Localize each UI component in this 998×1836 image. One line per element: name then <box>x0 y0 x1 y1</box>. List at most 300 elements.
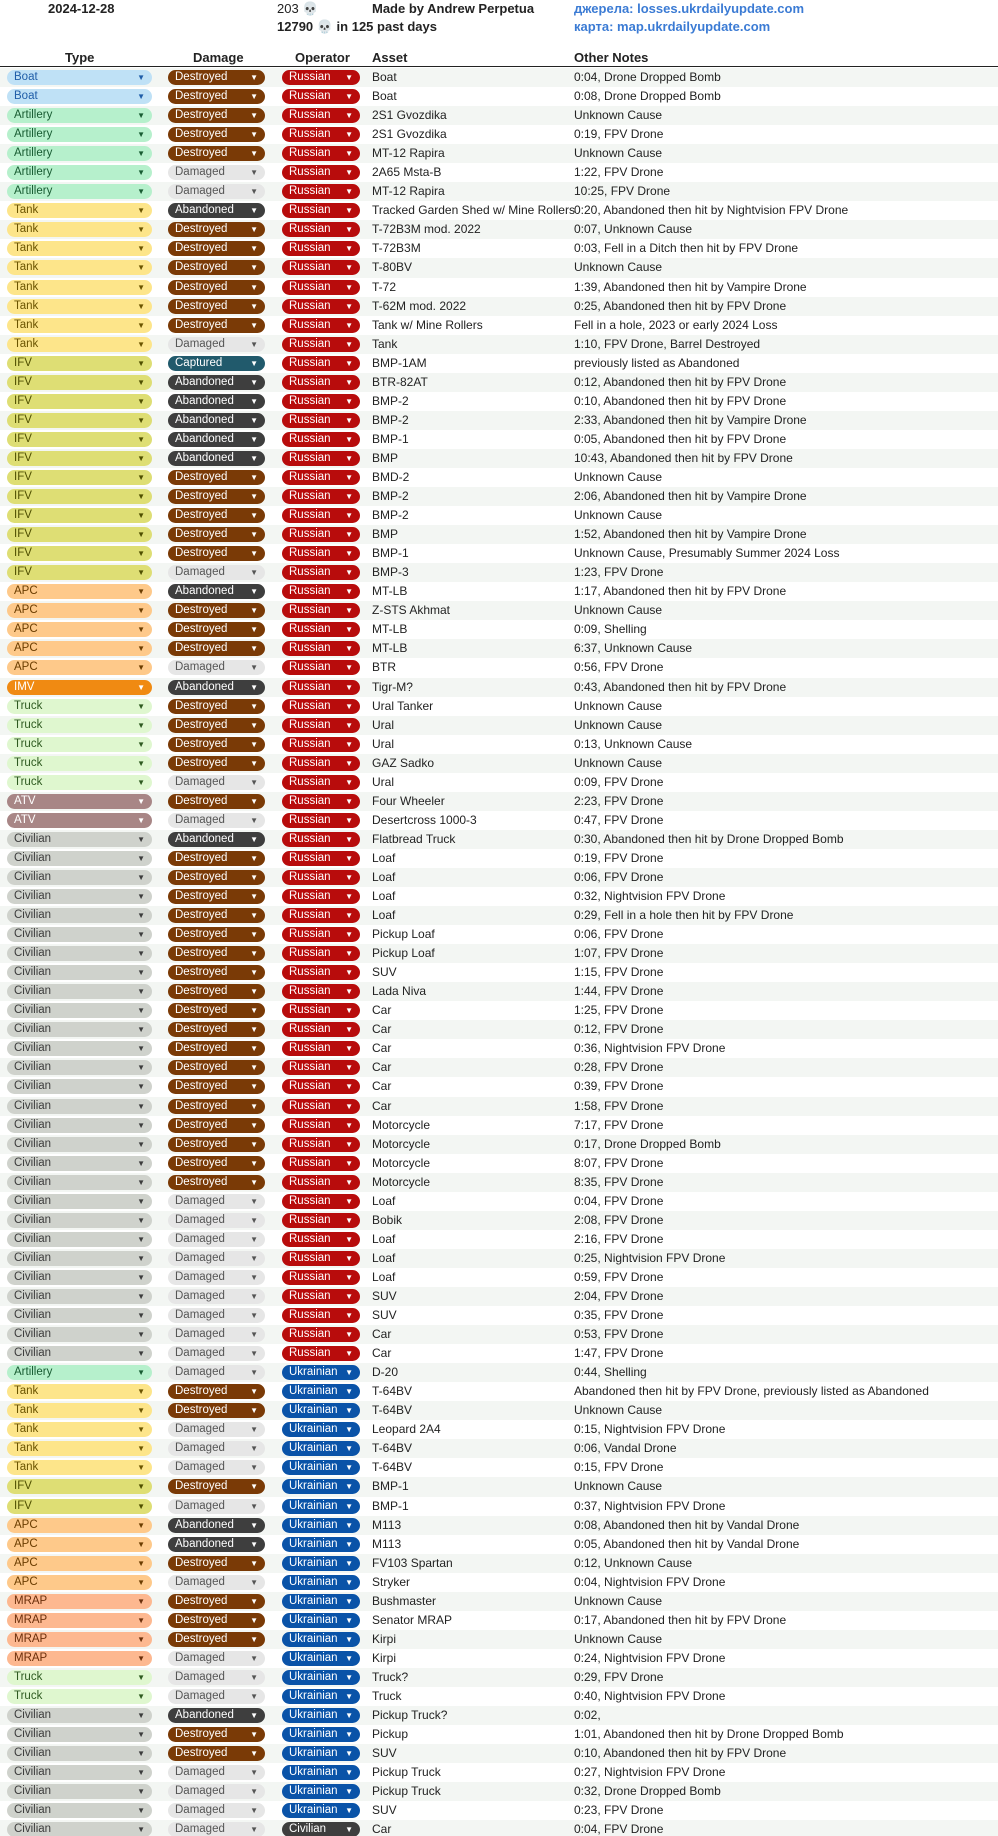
damage-dropdown[interactable] <box>168 1499 265 1514</box>
type-dropdown[interactable] <box>7 756 152 771</box>
type-dropdown-value: Civilian <box>14 1023 52 1036</box>
damage-dropdown-value: Captured <box>175 356 223 369</box>
operator-dropdown[interactable] <box>282 337 360 352</box>
type-dropdown[interactable] <box>7 470 152 485</box>
damage-dropdown[interactable] <box>168 1403 265 1418</box>
operator-dropdown[interactable] <box>282 413 360 428</box>
type-dropdown[interactable] <box>7 1746 152 1761</box>
damage-dropdown[interactable] <box>168 660 265 675</box>
damage-dropdown[interactable] <box>168 1346 265 1361</box>
operator-dropdown[interactable] <box>282 1384 360 1399</box>
type-dropdown[interactable] <box>7 1689 152 1704</box>
type-dropdown[interactable] <box>7 1479 152 1494</box>
type-dropdown[interactable] <box>7 222 152 237</box>
type-dropdown[interactable] <box>7 927 152 942</box>
operator-dropdown[interactable] <box>282 908 360 923</box>
type-dropdown[interactable] <box>7 984 152 999</box>
type-dropdown[interactable] <box>7 775 152 790</box>
damage-dropdown[interactable] <box>168 1270 265 1285</box>
operator-dropdown[interactable] <box>282 527 360 542</box>
operator-dropdown[interactable] <box>282 203 360 218</box>
operator-dropdown[interactable] <box>282 851 360 866</box>
type-dropdown[interactable] <box>7 1003 152 1018</box>
damage-dropdown[interactable] <box>168 356 265 371</box>
operator-dropdown[interactable] <box>282 1175 360 1190</box>
operator-dropdown[interactable] <box>282 832 360 847</box>
type-dropdown[interactable] <box>7 451 152 466</box>
operator-dropdown[interactable] <box>282 146 360 161</box>
operator-dropdown[interactable] <box>282 1003 360 1018</box>
type-dropdown[interactable] <box>7 1803 152 1818</box>
damage-dropdown[interactable] <box>168 318 265 333</box>
operator-dropdown[interactable] <box>282 1689 360 1704</box>
type-dropdown[interactable] <box>7 1041 152 1056</box>
damage-dropdown[interactable] <box>168 889 265 904</box>
operator-dropdown[interactable] <box>282 1403 360 1418</box>
damage-dropdown[interactable] <box>168 1784 265 1799</box>
chevron-down-icon: ▼ <box>137 73 145 82</box>
sources-link[interactable]: джерела: losses.ukrdailyupdate.com <box>574 1 805 16</box>
type-dropdown[interactable] <box>7 1251 152 1266</box>
damage-dropdown[interactable] <box>168 584 265 599</box>
table-row <box>0 773 998 792</box>
map-link[interactable]: карта: map.ukrdailyupdate.com <box>574 19 771 34</box>
type-dropdown[interactable] <box>7 851 152 866</box>
damage-dropdown[interactable] <box>168 146 265 161</box>
damage-dropdown[interactable] <box>168 1289 265 1304</box>
damage-dropdown[interactable] <box>168 737 265 752</box>
type-dropdown[interactable] <box>7 584 152 599</box>
damage-dropdown[interactable] <box>168 965 265 980</box>
type-dropdown[interactable] <box>7 832 152 847</box>
damage-dropdown[interactable] <box>168 1156 265 1171</box>
damage-dropdown[interactable] <box>168 1060 265 1075</box>
operator-dropdown[interactable] <box>282 1346 360 1361</box>
damage-dropdown[interactable] <box>168 394 265 409</box>
type-dropdown[interactable] <box>7 241 152 256</box>
operator-dropdown[interactable] <box>282 1479 360 1494</box>
damage-dropdown[interactable] <box>168 470 265 485</box>
type-dropdown[interactable] <box>7 1765 152 1780</box>
damage-dropdown[interactable] <box>168 622 265 637</box>
damage-dropdown[interactable] <box>168 984 265 999</box>
asset-name: Kirpi <box>372 1631 397 1646</box>
type-dropdown[interactable] <box>7 394 152 409</box>
damage-dropdown[interactable] <box>168 1518 265 1533</box>
operator-dropdown[interactable] <box>282 89 360 104</box>
type-dropdown[interactable] <box>7 660 152 675</box>
type-dropdown[interactable] <box>7 127 152 142</box>
type-dropdown[interactable] <box>7 1537 152 1552</box>
type-dropdown[interactable] <box>7 1156 152 1171</box>
operator-dropdown[interactable] <box>282 1137 360 1152</box>
damage-dropdown[interactable] <box>168 832 265 847</box>
operator-dropdown[interactable] <box>282 1613 360 1628</box>
operator-dropdown[interactable] <box>282 641 360 656</box>
type-dropdown[interactable] <box>7 413 152 428</box>
type-dropdown[interactable] <box>7 1784 152 1799</box>
type-dropdown[interactable] <box>7 794 152 809</box>
operator-dropdown[interactable] <box>282 1251 360 1266</box>
damage-dropdown[interactable] <box>168 1556 265 1571</box>
damage-dropdown[interactable] <box>168 1327 265 1342</box>
type-dropdown[interactable] <box>7 718 152 733</box>
type-dropdown[interactable] <box>7 1613 152 1628</box>
damage-dropdown[interactable] <box>168 1003 265 1018</box>
operator-dropdown[interactable] <box>282 1537 360 1552</box>
damage-dropdown[interactable] <box>168 641 265 656</box>
type-dropdown[interactable] <box>7 1651 152 1666</box>
type-dropdown[interactable] <box>7 299 152 314</box>
operator-dropdown[interactable] <box>282 565 360 580</box>
operator-dropdown[interactable] <box>282 1327 360 1342</box>
operator-dropdown[interactable] <box>282 70 360 85</box>
type-dropdown[interactable] <box>7 1270 152 1285</box>
type-dropdown[interactable] <box>7 1022 152 1037</box>
operator-dropdown[interactable] <box>282 1270 360 1285</box>
type-dropdown[interactable] <box>7 318 152 333</box>
operator-dropdown[interactable] <box>282 184 360 199</box>
damage-dropdown[interactable] <box>168 1727 265 1742</box>
damage-dropdown[interactable] <box>168 851 265 866</box>
type-dropdown[interactable] <box>7 432 152 447</box>
damage-dropdown[interactable] <box>168 775 265 790</box>
type-dropdown-value: Civilian <box>14 1328 52 1341</box>
damage-dropdown[interactable] <box>168 1765 265 1780</box>
type-dropdown[interactable] <box>7 1308 152 1323</box>
damage-dropdown[interactable] <box>168 1365 265 1380</box>
operator-dropdown[interactable] <box>282 1156 360 1171</box>
type-dropdown[interactable] <box>7 1518 152 1533</box>
type-dropdown[interactable] <box>7 260 152 275</box>
type-dropdown[interactable] <box>7 1594 152 1609</box>
damage-dropdown[interactable] <box>168 813 265 828</box>
type-dropdown[interactable] <box>7 1118 152 1133</box>
damage-dropdown[interactable] <box>168 794 265 809</box>
type-dropdown[interactable] <box>7 356 152 371</box>
operator-dropdown[interactable] <box>282 718 360 733</box>
type-dropdown[interactable] <box>7 508 152 523</box>
type-dropdown[interactable] <box>7 737 152 752</box>
damage-dropdown[interactable] <box>168 1594 265 1609</box>
operator-dropdown[interactable] <box>282 127 360 142</box>
damage-dropdown[interactable] <box>168 927 265 942</box>
type-dropdown[interactable] <box>7 565 152 580</box>
damage-dropdown[interactable] <box>168 108 265 123</box>
operator-dropdown[interactable] <box>282 1460 360 1475</box>
damage-dropdown[interactable] <box>168 756 265 771</box>
type-dropdown[interactable] <box>7 1441 152 1456</box>
operator-dropdown[interactable] <box>282 927 360 942</box>
damage-dropdown[interactable] <box>168 1118 265 1133</box>
operator-dropdown[interactable] <box>282 680 360 695</box>
damage-dropdown[interactable] <box>168 718 265 733</box>
operator-dropdown[interactable] <box>282 165 360 180</box>
operator-dropdown[interactable] <box>282 1803 360 1818</box>
damage-dropdown[interactable] <box>168 451 265 466</box>
operator-dropdown[interactable] <box>282 546 360 561</box>
type-dropdown[interactable] <box>7 1346 152 1361</box>
operator-dropdown[interactable] <box>282 451 360 466</box>
type-dropdown[interactable] <box>7 1422 152 1437</box>
damage-dropdown[interactable] <box>168 127 265 142</box>
damage-dropdown[interactable] <box>168 508 265 523</box>
damage-dropdown[interactable] <box>168 1689 265 1704</box>
damage-dropdown[interactable] <box>168 1137 265 1152</box>
chevron-down-icon: ▼ <box>137 244 145 254</box>
operator-dropdown[interactable] <box>282 1727 360 1742</box>
operator-dropdown[interactable] <box>282 965 360 980</box>
type-dropdown[interactable] <box>7 108 152 123</box>
type-dropdown[interactable] <box>7 1632 152 1647</box>
damage-dropdown[interactable] <box>168 299 265 314</box>
operator-dropdown[interactable] <box>282 1060 360 1075</box>
operator-dropdown-value: Ukrainian <box>289 1709 338 1722</box>
damage-dropdown[interactable] <box>168 241 265 256</box>
operator-dropdown[interactable] <box>282 870 360 885</box>
operator-dropdown[interactable] <box>282 318 360 333</box>
damage-dropdown[interactable] <box>168 184 265 199</box>
type-dropdown-value: MRAP <box>14 1613 48 1626</box>
type-dropdown[interactable] <box>7 1708 152 1723</box>
operator-dropdown[interactable] <box>282 1099 360 1114</box>
operator-dropdown[interactable] <box>282 984 360 999</box>
type-dropdown[interactable] <box>7 603 152 618</box>
damage-dropdown[interactable] <box>168 432 265 447</box>
operator-dropdown[interactable] <box>282 222 360 237</box>
damage-dropdown[interactable] <box>168 1175 265 1190</box>
damage-dropdown[interactable] <box>168 946 265 961</box>
operator-dropdown[interactable] <box>282 299 360 314</box>
damage-dropdown[interactable] <box>168 1194 265 1209</box>
operator-dropdown[interactable] <box>282 1746 360 1761</box>
operator-dropdown[interactable] <box>282 1213 360 1228</box>
type-dropdown[interactable] <box>7 813 152 828</box>
operator-dropdown[interactable] <box>282 489 360 504</box>
type-dropdown[interactable] <box>7 1384 152 1399</box>
operator-dropdown[interactable] <box>282 775 360 790</box>
damage-dropdown[interactable] <box>168 699 265 714</box>
damage-dropdown[interactable] <box>168 1632 265 1647</box>
damage-dropdown[interactable] <box>168 1613 265 1628</box>
damage-dropdown[interactable] <box>168 1479 265 1494</box>
damage-dropdown-value: Destroyed <box>175 623 228 636</box>
chevron-down-icon: ▼ <box>137 587 145 597</box>
damage-dropdown[interactable] <box>168 337 265 352</box>
operator-dropdown[interactable] <box>282 108 360 123</box>
operator-dropdown[interactable] <box>282 1194 360 1209</box>
operator-dropdown[interactable] <box>282 1079 360 1094</box>
type-dropdown[interactable] <box>7 1194 152 1209</box>
type-dropdown[interactable] <box>7 946 152 961</box>
damage-dropdown[interactable] <box>168 1460 265 1475</box>
type-dropdown[interactable] <box>7 1403 152 1418</box>
operator-dropdown[interactable] <box>282 813 360 828</box>
type-dropdown[interactable] <box>7 375 152 390</box>
type-dropdown[interactable] <box>7 70 152 85</box>
damage-dropdown[interactable] <box>168 680 265 695</box>
operator-dropdown[interactable] <box>282 1670 360 1685</box>
damage-dropdown[interactable] <box>168 1251 265 1266</box>
type-dropdown[interactable] <box>7 1099 152 1114</box>
damage-dropdown[interactable] <box>168 1537 265 1552</box>
operator-dropdown-value: Russian <box>289 490 331 503</box>
type-dropdown-value: Tank <box>14 223 39 236</box>
type-dropdown[interactable] <box>7 1727 152 1742</box>
operator-dropdown[interactable] <box>282 1632 360 1647</box>
operator-dropdown[interactable] <box>282 1708 360 1723</box>
operator-dropdown-value: Russian <box>289 71 331 83</box>
operator-dropdown[interactable] <box>282 1499 360 1514</box>
type-dropdown[interactable] <box>7 1175 152 1190</box>
operator-dropdown[interactable] <box>282 1594 360 1609</box>
type-dropdown[interactable] <box>7 165 152 180</box>
operator-dropdown[interactable] <box>282 1518 360 1533</box>
type-dropdown[interactable] <box>7 184 152 199</box>
damage-dropdown[interactable] <box>168 565 265 580</box>
type-dropdown[interactable] <box>7 870 152 885</box>
damage-dropdown[interactable] <box>168 280 265 295</box>
damage-dropdown[interactable] <box>168 1803 265 1818</box>
operator-dropdown[interactable] <box>282 280 360 295</box>
operator-dropdown[interactable] <box>282 1308 360 1323</box>
operator-dropdown[interactable] <box>282 660 360 675</box>
type-dropdown[interactable] <box>7 699 152 714</box>
type-dropdown[interactable] <box>7 680 152 695</box>
damage-dropdown[interactable] <box>168 413 265 428</box>
operator-dropdown[interactable] <box>282 1441 360 1456</box>
operator-dropdown[interactable] <box>282 356 360 371</box>
type-dropdown[interactable] <box>7 1079 152 1094</box>
damage-dropdown[interactable] <box>168 1308 265 1323</box>
damage-dropdown[interactable] <box>168 1422 265 1437</box>
type-dropdown[interactable] <box>7 641 152 656</box>
operator-dropdown[interactable] <box>282 375 360 390</box>
operator-dropdown[interactable] <box>282 432 360 447</box>
type-dropdown[interactable] <box>7 1060 152 1075</box>
operator-dropdown[interactable] <box>282 699 360 714</box>
operator-dropdown[interactable] <box>282 1765 360 1780</box>
operator-dropdown[interactable] <box>282 1422 360 1437</box>
operator-dropdown[interactable] <box>282 737 360 752</box>
operator-dropdown[interactable] <box>282 260 360 275</box>
operator-dropdown[interactable] <box>282 1556 360 1571</box>
damage-dropdown[interactable] <box>168 603 265 618</box>
damage-dropdown[interactable] <box>168 260 265 275</box>
type-dropdown[interactable] <box>7 889 152 904</box>
damage-dropdown[interactable] <box>168 870 265 885</box>
type-dropdown[interactable] <box>7 280 152 295</box>
type-dropdown[interactable] <box>7 622 152 637</box>
damage-dropdown[interactable] <box>168 908 265 923</box>
operator-dropdown[interactable] <box>282 622 360 637</box>
operator-dropdown[interactable] <box>282 508 360 523</box>
damage-dropdown[interactable] <box>168 165 265 180</box>
damage-dropdown[interactable] <box>168 375 265 390</box>
type-dropdown[interactable] <box>7 965 152 980</box>
chevron-down-icon: ▼ <box>345 320 353 330</box>
operator-dropdown[interactable] <box>282 756 360 771</box>
type-dropdown[interactable] <box>7 1327 152 1342</box>
damage-dropdown[interactable] <box>168 1746 265 1761</box>
operator-dropdown[interactable] <box>282 1365 360 1380</box>
operator-dropdown[interactable] <box>282 394 360 409</box>
damage-dropdown[interactable] <box>168 1099 265 1114</box>
operator-dropdown[interactable] <box>282 1784 360 1799</box>
damage-dropdown[interactable] <box>168 1670 265 1685</box>
type-dropdown[interactable] <box>7 89 152 104</box>
operator-dropdown[interactable] <box>282 794 360 809</box>
operator-dropdown[interactable] <box>282 241 360 256</box>
type-dropdown[interactable] <box>7 1232 152 1247</box>
type-dropdown[interactable] <box>7 908 152 923</box>
damage-dropdown[interactable] <box>168 489 265 504</box>
type-dropdown[interactable] <box>7 1499 152 1514</box>
damage-dropdown[interactable] <box>168 1651 265 1666</box>
type-dropdown[interactable] <box>7 203 152 218</box>
operator-dropdown[interactable] <box>282 584 360 599</box>
type-dropdown[interactable] <box>7 337 152 352</box>
type-dropdown[interactable] <box>7 146 152 161</box>
operator-dropdown[interactable] <box>282 1651 360 1666</box>
damage-dropdown[interactable] <box>168 527 265 542</box>
type-dropdown[interactable] <box>7 546 152 561</box>
operator-dropdown[interactable] <box>282 1575 360 1590</box>
damage-dropdown[interactable] <box>168 222 265 237</box>
type-dropdown[interactable] <box>7 1670 152 1685</box>
damage-dropdown[interactable] <box>168 1041 265 1056</box>
operator-dropdown[interactable] <box>282 603 360 618</box>
damage-dropdown[interactable] <box>168 546 265 561</box>
type-dropdown[interactable] <box>7 1213 152 1228</box>
type-dropdown[interactable] <box>7 1575 152 1590</box>
operator-dropdown[interactable] <box>282 1118 360 1133</box>
operator-dropdown[interactable] <box>282 1022 360 1037</box>
type-dropdown[interactable] <box>7 1822 152 1836</box>
type-dropdown[interactable] <box>7 1556 152 1571</box>
damage-dropdown[interactable] <box>168 1213 265 1228</box>
chevron-down-icon: ▼ <box>345 73 353 82</box>
operator-dropdown[interactable] <box>282 946 360 961</box>
type-dropdown[interactable] <box>7 1460 152 1475</box>
operator-dropdown[interactable] <box>282 1822 360 1836</box>
damage-dropdown[interactable] <box>168 1384 265 1399</box>
damage-dropdown[interactable] <box>168 1575 265 1590</box>
type-dropdown[interactable] <box>7 1365 152 1380</box>
chevron-down-icon: ▼ <box>345 1044 353 1054</box>
damage-dropdown[interactable] <box>168 1079 265 1094</box>
type-dropdown[interactable] <box>7 1137 152 1152</box>
operator-dropdown[interactable] <box>282 470 360 485</box>
chevron-down-icon: ▼ <box>137 682 145 692</box>
type-dropdown[interactable] <box>7 489 152 504</box>
table-row <box>0 1782 998 1801</box>
damage-dropdown[interactable] <box>168 1441 265 1456</box>
damage-dropdown[interactable] <box>168 89 265 104</box>
damage-dropdown[interactable] <box>168 203 265 218</box>
operator-dropdown[interactable] <box>282 1232 360 1247</box>
operator-dropdown[interactable] <box>282 1289 360 1304</box>
damage-dropdown[interactable] <box>168 1232 265 1247</box>
operator-dropdown[interactable] <box>282 1041 360 1056</box>
type-dropdown[interactable] <box>7 1289 152 1304</box>
operator-dropdown[interactable] <box>282 889 360 904</box>
type-dropdown[interactable] <box>7 527 152 542</box>
damage-dropdown[interactable] <box>168 1022 265 1037</box>
damage-dropdown[interactable] <box>168 70 265 85</box>
damage-dropdown[interactable] <box>168 1822 265 1836</box>
damage-dropdown[interactable] <box>168 1708 265 1723</box>
